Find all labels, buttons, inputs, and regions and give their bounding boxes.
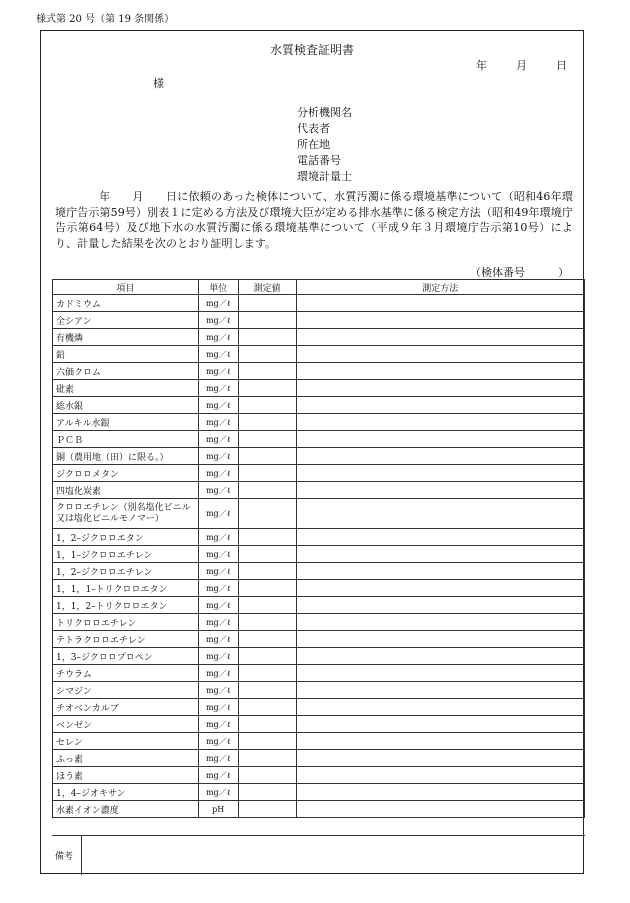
method-cell[interactable] bbox=[296, 414, 584, 431]
method-cell[interactable] bbox=[296, 431, 584, 448]
document-title: 水質検査証明書 bbox=[269, 43, 354, 57]
method-cell[interactable] bbox=[296, 580, 584, 597]
unit-cell: mg／ℓ bbox=[198, 380, 238, 397]
item-cell: ジクロロメタン bbox=[53, 465, 199, 482]
unit-cell: mg／ℓ bbox=[198, 733, 238, 750]
table-row bbox=[53, 380, 585, 397]
method-cell[interactable] bbox=[296, 295, 584, 312]
date-day: 日 bbox=[556, 59, 567, 72]
value-cell[interactable] bbox=[238, 716, 296, 733]
method-cell[interactable] bbox=[296, 529, 584, 546]
table-row bbox=[53, 431, 585, 448]
value-cell[interactable] bbox=[238, 750, 296, 767]
item-cell: 有機燐 bbox=[53, 329, 199, 346]
value-cell[interactable] bbox=[238, 380, 296, 397]
unit-cell: mg／ℓ bbox=[198, 529, 238, 546]
unit-cell: mg／ℓ bbox=[198, 346, 238, 363]
table-row bbox=[53, 665, 585, 682]
table-header-row bbox=[53, 280, 585, 295]
value-cell[interactable] bbox=[238, 346, 296, 363]
table-row bbox=[53, 346, 585, 363]
table-row bbox=[53, 631, 585, 648]
item-cell: 1，2–ジクロロエタン bbox=[53, 529, 199, 546]
item-cell: ふっ素 bbox=[53, 750, 199, 767]
table-row bbox=[53, 448, 585, 465]
method-cell[interactable] bbox=[296, 733, 584, 750]
item-cell: セレン bbox=[53, 733, 199, 750]
remarks-section bbox=[52, 835, 585, 875]
value-cell[interactable] bbox=[238, 784, 296, 801]
table-row bbox=[53, 546, 585, 563]
method-cell[interactable] bbox=[296, 329, 584, 346]
value-cell[interactable] bbox=[238, 665, 296, 682]
certification-statement bbox=[55, 189, 573, 251]
issue-date bbox=[476, 57, 567, 73]
method-cell[interactable] bbox=[296, 465, 584, 482]
unit-cell: mg／ℓ bbox=[198, 614, 238, 631]
item-cell: 1，2–ジクロロエチレン bbox=[53, 563, 199, 580]
method-cell[interactable] bbox=[296, 716, 584, 733]
method-cell[interactable] bbox=[296, 801, 584, 818]
header-unit: 単位 bbox=[198, 280, 238, 295]
item-cell: 六価クロム bbox=[53, 363, 199, 380]
specimen-number: （検体番号 ） bbox=[470, 266, 569, 279]
method-cell[interactable] bbox=[296, 631, 584, 648]
value-cell[interactable] bbox=[238, 580, 296, 597]
unit-cell: mg／ℓ bbox=[198, 448, 238, 465]
unit-cell: mg／ℓ bbox=[198, 750, 238, 767]
method-cell[interactable] bbox=[296, 448, 584, 465]
table-row bbox=[53, 716, 585, 733]
value-cell[interactable] bbox=[238, 767, 296, 784]
method-cell[interactable] bbox=[296, 682, 584, 699]
table-row bbox=[53, 397, 585, 414]
unit-cell: mg／ℓ bbox=[198, 784, 238, 801]
item-cell: 四塩化炭素 bbox=[53, 482, 199, 499]
table-row bbox=[53, 482, 585, 499]
table-row bbox=[53, 312, 585, 329]
table-row bbox=[53, 363, 585, 380]
value-cell[interactable] bbox=[238, 431, 296, 448]
item-cell: 全シアン bbox=[53, 312, 199, 329]
method-cell[interactable] bbox=[296, 312, 584, 329]
value-cell[interactable] bbox=[238, 295, 296, 312]
table-row bbox=[53, 614, 585, 631]
item-cell: テトラクロロエチレン bbox=[53, 631, 199, 648]
issuer-block bbox=[297, 105, 352, 185]
unit-cell: mg／ℓ bbox=[198, 665, 238, 682]
value-cell[interactable] bbox=[238, 699, 296, 716]
issuer-certified-measurer: 環境計量士 bbox=[297, 170, 352, 183]
method-cell[interactable] bbox=[296, 614, 584, 631]
item-cell: トリクロロエチレン bbox=[53, 614, 199, 631]
value-cell[interactable] bbox=[238, 329, 296, 346]
item-cell: 水素イオン濃度 bbox=[53, 801, 199, 818]
item-cell: 1，3–ジクロロプロペン bbox=[53, 648, 199, 665]
header-value: 測定値 bbox=[238, 280, 296, 295]
unit-cell: pH bbox=[198, 801, 238, 818]
table-row bbox=[53, 682, 585, 699]
item-cell: カドミウム bbox=[53, 295, 199, 312]
item-cell: アルキル水銀 bbox=[53, 414, 199, 431]
unit-cell: mg／ℓ bbox=[198, 580, 238, 597]
method-cell[interactable] bbox=[296, 499, 584, 529]
method-cell[interactable] bbox=[296, 699, 584, 716]
table-row bbox=[53, 648, 585, 665]
table-row bbox=[53, 750, 585, 767]
table-row bbox=[53, 499, 585, 529]
method-cell[interactable] bbox=[296, 346, 584, 363]
unit-cell: mg／ℓ bbox=[198, 499, 238, 529]
value-cell[interactable] bbox=[238, 465, 296, 482]
value-cell[interactable] bbox=[238, 414, 296, 431]
table-row bbox=[53, 465, 585, 482]
method-cell[interactable] bbox=[296, 767, 584, 784]
unit-cell: mg／ℓ bbox=[198, 546, 238, 563]
unit-cell: mg／ℓ bbox=[198, 414, 238, 431]
certificate-frame bbox=[40, 30, 584, 874]
issuer-address: 所在地 bbox=[297, 138, 330, 151]
header-item: 項目 bbox=[53, 280, 199, 295]
unit-cell: mg／ℓ bbox=[198, 563, 238, 580]
method-cell[interactable] bbox=[296, 546, 584, 563]
method-cell[interactable] bbox=[296, 563, 584, 580]
statement-text: 日に依頼のあった検体について、水質汚濁に係る環境基準について（昭和46年環境庁告示第59号）別表１に定める方法及び環境大臣が定める排水基準に係る検定方法（昭和49年環境庁告示第64号）及び地下水の水質汚濁に係る環境基準について（平成９年３月環境庁告示第10号）により、計量した結果を次のとおり証明します。 bbox=[55, 190, 573, 250]
method-cell[interactable] bbox=[296, 482, 584, 499]
statement-month: 月 bbox=[132, 190, 144, 203]
table-row bbox=[53, 767, 585, 784]
unit-cell: mg／ℓ bbox=[198, 465, 238, 482]
date-year: 年 bbox=[476, 59, 487, 72]
value-cell[interactable] bbox=[238, 801, 296, 818]
value-cell[interactable] bbox=[238, 563, 296, 580]
value-cell[interactable] bbox=[238, 312, 296, 329]
item-cell: シマジン bbox=[53, 682, 199, 699]
method-cell[interactable] bbox=[296, 397, 584, 414]
date-month: 月 bbox=[516, 59, 527, 72]
item-cell: チウラム bbox=[53, 665, 199, 682]
item-cell: 1，1，1–トリクロロエタン bbox=[53, 580, 199, 597]
item-cell: ＰＣＢ bbox=[53, 431, 199, 448]
unit-cell: mg／ℓ bbox=[198, 631, 238, 648]
value-cell[interactable] bbox=[238, 448, 296, 465]
value-cell[interactable] bbox=[238, 648, 296, 665]
value-cell[interactable] bbox=[238, 529, 296, 546]
unit-cell: mg／ℓ bbox=[198, 363, 238, 380]
method-cell[interactable] bbox=[296, 597, 584, 614]
method-cell[interactable] bbox=[296, 750, 584, 767]
unit-cell: mg／ℓ bbox=[198, 716, 238, 733]
item-cell: 1，1，2–トリクロロエタン bbox=[53, 597, 199, 614]
table-row bbox=[53, 699, 585, 716]
method-cell[interactable] bbox=[296, 784, 584, 801]
value-cell[interactable] bbox=[238, 397, 296, 414]
table-row bbox=[53, 329, 585, 346]
table-row bbox=[53, 529, 585, 546]
addressee: 様 bbox=[153, 77, 164, 90]
value-cell[interactable] bbox=[238, 482, 296, 499]
table-row bbox=[53, 580, 585, 597]
item-cell: 銅（農用地（田）に限る。） bbox=[53, 448, 199, 465]
value-cell[interactable] bbox=[238, 597, 296, 614]
item-cell: 鉛 bbox=[53, 346, 199, 363]
value-cell[interactable] bbox=[238, 682, 296, 699]
table-row bbox=[53, 801, 585, 818]
unit-cell: mg／ℓ bbox=[198, 682, 238, 699]
issuer-lab-name: 分析機関名 bbox=[297, 106, 352, 119]
unit-cell: mg／ℓ bbox=[198, 397, 238, 414]
unit-cell: mg／ℓ bbox=[198, 767, 238, 784]
item-cell: 1，1–ジクロロエチレン bbox=[53, 546, 199, 563]
unit-cell: mg／ℓ bbox=[198, 295, 238, 312]
unit-cell: mg／ℓ bbox=[198, 597, 238, 614]
item-cell: 総水銀 bbox=[53, 397, 199, 414]
results-table bbox=[52, 279, 585, 818]
value-cell[interactable] bbox=[238, 614, 296, 631]
item-cell: クロロエチレン（別名塩化ビニル又は塩化ビニルモノマー） bbox=[53, 499, 199, 529]
item-cell: ほう素 bbox=[53, 767, 199, 784]
method-cell[interactable] bbox=[296, 648, 584, 665]
form-number: 様式第 20 号（第 19 条関係） bbox=[36, 14, 175, 25]
unit-cell: mg／ℓ bbox=[198, 482, 238, 499]
unit-cell: mg／ℓ bbox=[198, 648, 238, 665]
unit-cell: mg／ℓ bbox=[198, 312, 238, 329]
item-cell: ベンゼン bbox=[53, 716, 199, 733]
method-cell[interactable] bbox=[296, 380, 584, 397]
table-row bbox=[53, 295, 585, 312]
issuer-representative: 代表者 bbox=[297, 122, 330, 135]
table-row bbox=[53, 784, 585, 801]
method-cell[interactable] bbox=[296, 665, 584, 682]
value-cell[interactable] bbox=[238, 733, 296, 750]
table-row bbox=[53, 414, 585, 431]
unit-cell: mg／ℓ bbox=[198, 699, 238, 716]
unit-cell: mg／ℓ bbox=[198, 329, 238, 346]
item-cell: 砒素 bbox=[53, 380, 199, 397]
method-cell[interactable] bbox=[296, 363, 584, 380]
item-cell: 1，4–ジオキサン bbox=[53, 784, 199, 801]
value-cell[interactable] bbox=[238, 363, 296, 380]
remarks-label: 備考 bbox=[52, 836, 82, 875]
table-row bbox=[53, 563, 585, 580]
value-cell[interactable] bbox=[238, 631, 296, 648]
value-cell[interactable] bbox=[238, 546, 296, 563]
unit-cell: mg／ℓ bbox=[198, 431, 238, 448]
table-row bbox=[53, 597, 585, 614]
table-row bbox=[53, 733, 585, 750]
issuer-phone: 電話番号 bbox=[297, 154, 341, 167]
item-cell: チオベンカルブ bbox=[53, 699, 199, 716]
header-method: 測定方法 bbox=[296, 280, 584, 295]
statement-year: 年 bbox=[99, 190, 111, 203]
value-cell[interactable] bbox=[238, 499, 296, 529]
